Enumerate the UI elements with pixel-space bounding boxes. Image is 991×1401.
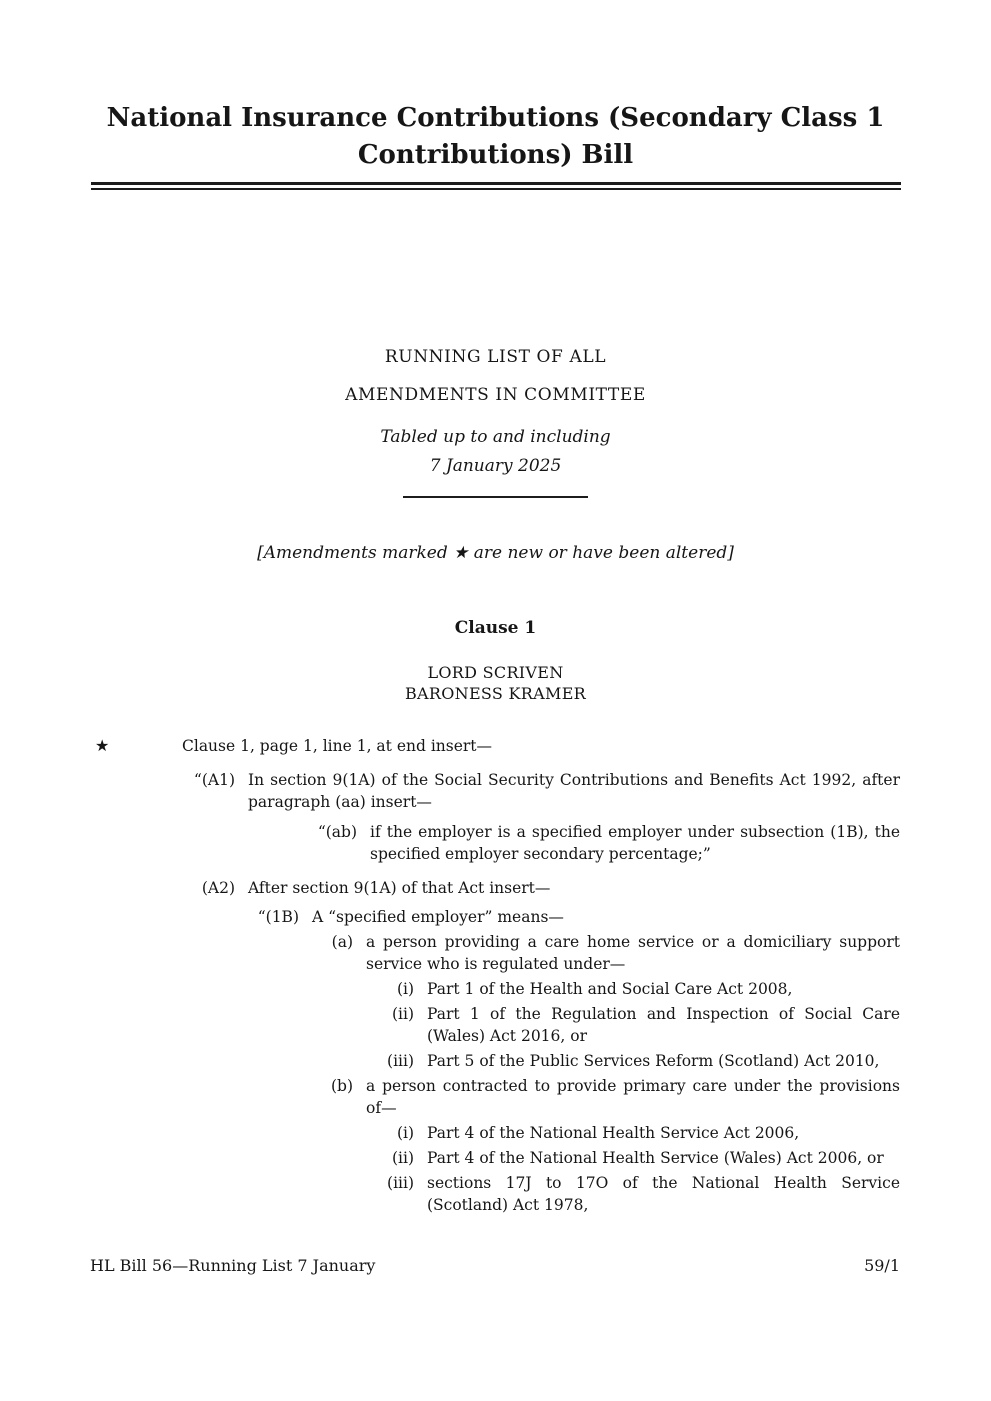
amendment-line-label: (i) bbox=[396, 980, 414, 998]
amendment-line bbox=[90, 931, 900, 975]
amendment bbox=[0, 735, 991, 1216]
amendment-line-label: “(A1) bbox=[193, 771, 235, 789]
amendment-line-label: (iii) bbox=[387, 1174, 414, 1192]
bill-title-text: National Insurance Contributions (Secondary Class 1 Contributions) Bill bbox=[106, 103, 885, 170]
amendment-line bbox=[90, 1147, 900, 1169]
amendment-line-text: a person providing a care home service or a domiciliary support service who is regulated under— bbox=[366, 933, 900, 973]
committee-heading: AMENDMENTS IN COMMITTEE bbox=[345, 385, 646, 405]
amendment-line-text: After section 9(1A) of that Act insert— bbox=[248, 879, 551, 897]
amendment-line-text: In section 9(1A) of the Social Security Contributions and Benefits Act 1992, after paragraph (aa) insert— bbox=[248, 771, 900, 811]
amendment-line bbox=[90, 821, 900, 865]
footer-page-number: 59/1 bbox=[864, 1256, 900, 1275]
amendment-line-text: Part 1 of the Regulation and Inspection of Social Care (Wales) Act 2016, or bbox=[427, 1005, 900, 1045]
amendment-line bbox=[90, 877, 900, 899]
star-legend: [Amendments marked ★ are new or have been altered] bbox=[257, 543, 734, 563]
amendment-line bbox=[90, 1003, 900, 1047]
amendment-line-text: if the employer is a specified employer under subsection (1B), the specified employer secondary percentage;” bbox=[370, 823, 900, 863]
amendment-line-text: A “specified employer” means— bbox=[312, 908, 564, 926]
amendment-line-label: “(1B) bbox=[257, 908, 299, 926]
separator-rule bbox=[403, 496, 588, 498]
tabled-date: 7 January 2025 bbox=[429, 456, 562, 476]
new-amendment-star-icon: ★ bbox=[95, 736, 110, 755]
amendment-lead-text: Clause 1, page 1, line 1, at end insert— bbox=[182, 737, 493, 755]
title-rule bbox=[91, 182, 901, 190]
running-list-heading: RUNNING LIST OF ALL bbox=[384, 347, 607, 367]
amendment-line bbox=[90, 1075, 900, 1119]
amendment-body bbox=[90, 769, 900, 1216]
amendment-line-text: a person contracted to provide primary care under the provisions of— bbox=[366, 1077, 900, 1117]
amendment-line bbox=[90, 978, 900, 1000]
amendment-line bbox=[90, 769, 900, 813]
amendment-line-label: (A2) bbox=[201, 879, 235, 897]
amendment-line-label: “(ab) bbox=[317, 823, 357, 841]
amendment-line bbox=[90, 1050, 900, 1072]
amendment-line-label: (a) bbox=[331, 933, 353, 951]
amendment-line-text: Part 4 of the National Health Service Act 2006, bbox=[427, 1124, 800, 1142]
sponsor-name: LORD SCRIVEN bbox=[427, 663, 564, 682]
amendment-line-text: Part 5 of the Public Services Reform (Scotland) Act 2010, bbox=[427, 1052, 880, 1070]
amendment-lead bbox=[90, 735, 900, 757]
tabled-note: Tabled up to and including bbox=[380, 427, 611, 447]
amendment-line-label: (b) bbox=[330, 1077, 353, 1095]
amendment-line-text: Part 4 of the National Health Service (Wales) Act 2006, or bbox=[427, 1149, 884, 1167]
amendment-line-label: (iii) bbox=[387, 1052, 414, 1070]
front-matter bbox=[0, 347, 991, 703]
bill-title bbox=[0, 0, 991, 174]
footer bbox=[90, 1256, 900, 1276]
amendment-line-text: sections 17J to 17O of the National Health Service (Scotland) Act 1978, bbox=[427, 1174, 900, 1214]
sponsor-name: BARONESS KRAMER bbox=[404, 684, 587, 703]
footer-bill-reference: HL Bill 56—Running List 7 January bbox=[90, 1256, 376, 1275]
amendment-line bbox=[90, 1172, 900, 1216]
amendment-line-label: (ii) bbox=[391, 1005, 414, 1023]
amendment-line-text: Part 1 of the Health and Social Care Act 2008, bbox=[427, 980, 793, 998]
amendment-line bbox=[90, 906, 900, 928]
amendment-line-label: (ii) bbox=[391, 1149, 414, 1167]
amendment-line-label: (i) bbox=[396, 1124, 414, 1142]
clause-heading: Clause 1 bbox=[454, 618, 537, 638]
amendment-line bbox=[90, 1122, 900, 1144]
